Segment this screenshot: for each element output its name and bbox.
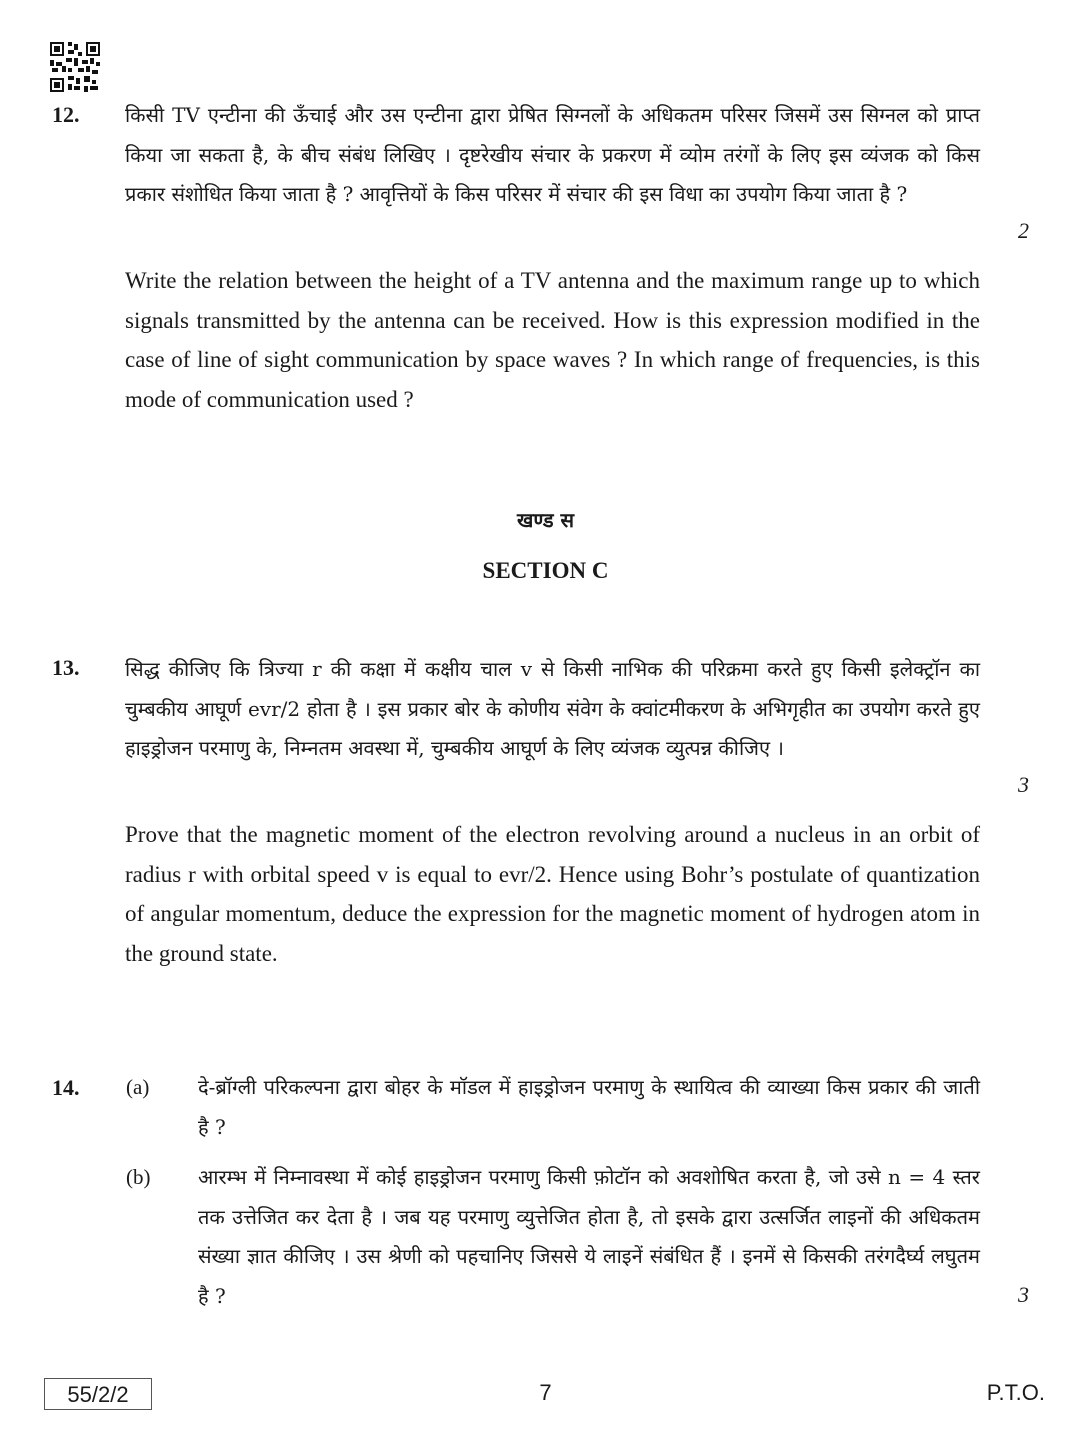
question-13-marks: 3 xyxy=(1018,772,1029,797)
question-14-marks: 3 xyxy=(1018,1282,1029,1307)
question-12-english-text: Write the relation between the height of a TV antenna and the maximum range up to which signals transmitted by the antenna can be received. How is this expression modified in the case of line of sight communication by space waves ? In which range of frequencies, is this mode of communication used ? xyxy=(125,268,980,412)
section-title-hindi: खण्ड स xyxy=(516,508,575,532)
section-title-english: SECTION C xyxy=(482,558,609,583)
qr-code-icon xyxy=(50,42,100,92)
question-number: 14. xyxy=(52,1075,80,1100)
question-14b-text: आरम्भ में निम्नावस्था में कोई हाइड्रोजन परमाणु किसी फ़ोटॉन को अवशोषित करता है, जो उसे n = 4 स्तर तक उत्तेजित कर देता है । जब यह परमाणु व्युत्तेजित होता है, तो इसके द्वारा उत्सर्जित लाइनों की अधिकतम संख्या ज्ञात कीजिए । उस श्रेणी को पहचानिए जिससे ये लाइनें संबंधित हैं । इनमें से किसकी तरंगदैर्घ्य लघुतम है ? xyxy=(198,1165,980,1308)
question-12-hindi-text: किसी TV एन्टीना की ऊँचाई और उस एन्टीना द्वारा प्रेषित सिग्नलों के अधिकतम परिसर जिसमें उस सिग्नल को प्राप्त किया जा सकता है, के बीच संबंध लिखिए । दृष्टरेखीय संचार के प्रकरण में व्योम तरंगों के लिए इस व्यंजक को किस प्रकार संशोधित किया जाता है ? आवृत्तियों के किस परिसर में संचार की इस विधा का उपयोग किया जाता है ? xyxy=(125,103,980,206)
question-12-marks: 2 xyxy=(1018,218,1029,243)
question-13-hindi-text: सिद्ध कीजिए कि त्रिज्या r की कक्षा में कक्षीय चाल v से किसी नाभिक की परिक्रमा करते हुए किसी इलेक्ट्रॉन का चुम्बकीय आघूर्ण evr/2 होता है । इस प्रकार बोर के कोणीय संवेग के क्वांटमीकरण के अभिगृहीत का उपयोग करते हुए हाइड्रोजन परमाणु के, निम्नतम अवस्था में, चुम्बकीय आघूर्ण के लिए व्यंजक व्युत्पन्न कीजिए । xyxy=(125,657,980,760)
question-13-english-text: Prove that the magnetic moment of the electron revolving around a nucleus in an orbit of radius r with orbital speed v is equal to evr/2. Hence using Bohr’s postulate of quantization of angular momentum, deduce the expression for the magnetic moment of hydrogen atom in the ground state. xyxy=(125,822,980,966)
please-turn-over: P.T.O. xyxy=(986,1380,1045,1405)
subpart-a-label: (a) xyxy=(126,1075,150,1099)
question-number: 13. xyxy=(52,655,80,680)
page-number: 7 xyxy=(539,1380,552,1405)
question-14a-text: दे-ब्रॉग्ली परिकल्पना द्वारा बोहर के मॉडल में हाइड्रोजन परमाणु के स्थायित्व की व्याख्या किस प्रकार की जाती है ? xyxy=(198,1075,980,1139)
paper-code: 55/2/2 xyxy=(67,1382,129,1407)
question-number: 12. xyxy=(52,102,80,127)
subpart-b-label: (b) xyxy=(126,1165,151,1189)
